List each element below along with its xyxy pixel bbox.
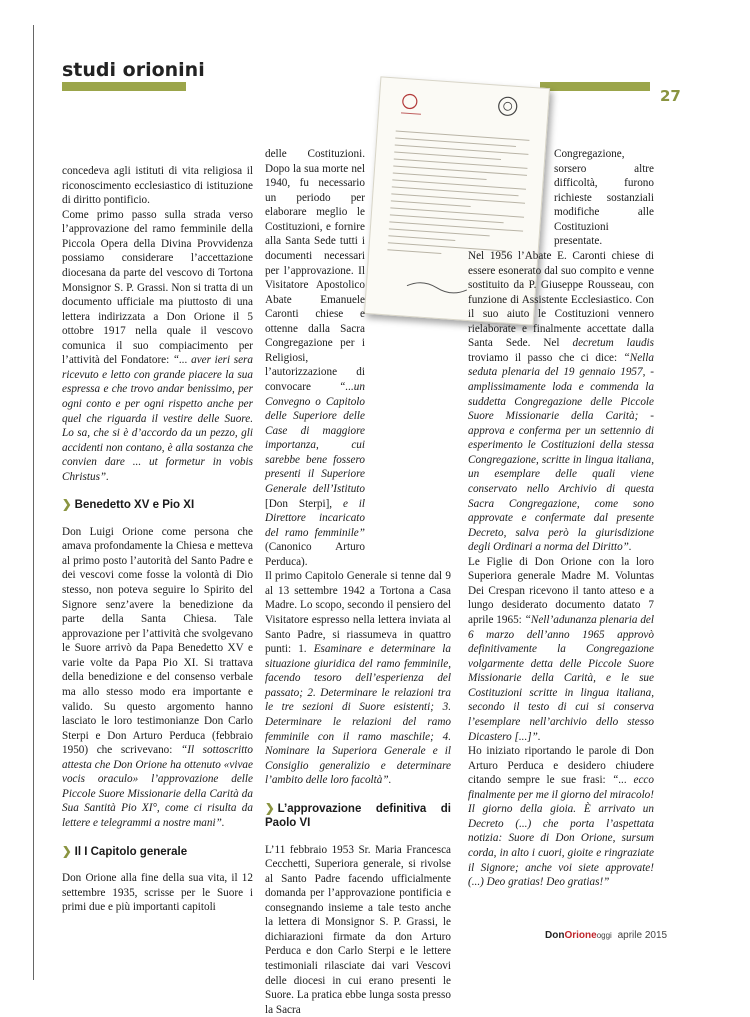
chevron-right-icon: ❯: [62, 846, 72, 858]
page-number: 27: [660, 87, 681, 105]
column-2: [265, 147, 451, 1017]
section-heading: ❯ Il I Capitolo generale: [62, 845, 253, 859]
chevron-right-icon: ❯: [62, 499, 72, 511]
accent-bar-right: [540, 82, 650, 91]
column-3: [468, 147, 654, 890]
paragraph: Come primo passo sulla strada verso l’approvazione del ramo femminile della Piccola Opera della Divina Provvidenza possiamo considerare l’accettazione diocesana da parte del vescovo di Tortona Monsignor S. P. Grassi. Non si tratta di un documento ufficiale ma piuttosto di una lettera indirizzata a Don Orione il 5 ottobre 1917 nella quale il vescovo comunica il suo compiacimento per l’attività del Fondatore: “... aver ieri sera ricevuto e letto con grande piacere la sua espressa e che trovo andar benissimo, per ogni conto e per ogni rispetto anche per quel che riguarda il vestire delle Suore. Lo sa, che si è d’accordo da un pezzo, gli accidenti non contano, è alla sostanza che convien dare ... ut formetur in vobis Christus”.: [62, 208, 253, 485]
margin-rule: [33, 25, 34, 980]
section-heading: ❯ L’approvazione definitiva di Paolo VI: [265, 802, 451, 831]
paragraph: concedeva agli istituti di vita religiosa il riconoscimento ecclesiastico di istituzione di diritto pontificio.: [62, 164, 253, 208]
paragraph: Don Luigi Orione come persona che amava profondamente la Chiesa e metteva al primo posto l’autorità del Santo Padre e dei vescovi come fosse la volontà di Dio stesso, non poteva seguire lo Spirito del Signore senz’avere la benedizione da parte della Santa Chiesa. Tale approvazione per l’attività che svolgevano le Suore arrivò da Papa Benedetto XV e varie volte da Papa Pio XI. Si trattava della benedizione e del consenso verbale ma allo stesso modo era importante e valido. Su questo argomento hanno lasciato le loro testimonianze Don Carlo Sterpi e Don Arturo Perduca (febbraio 1950) che scrivevano: “Il sottoscritto attesta che Don Orione ha ottenuto «vivae vocis oraculo» l’approvazione delle Piccole Suore Missionarie della Carità da Sua Santità Pio XI°, come ci risulta da lettere e telegrammi a nostre mani”.: [62, 525, 253, 831]
paragraph: Congregazione, sorsero altre difficoltà, furono richieste sostanziali modifiche alle Costituzioni presentate.: [468, 147, 654, 249]
paragraph: delle Costituzioni. Dopo la sua morte nel 1940, fu necessario un periodo per elaborare meglio le Costituzioni, e fornire alla Santa Sede tutti i documenti necessari per l’approvazione. Il Visitatore Apostolico Abate Emanuele Caronti chiese e ottenne dalla Sacra Congregazione per i Religiosi, l’autorizzazione di convocare “...un Convegno o Capitolo delle Superiore delle Case di maggiore importanza, cui sarebbe bene fossero presenti il Superiore Generale dell’Istituto [Don Sterpi], e il Direttore incaricato del ramo femminile” (Canonico Arturo Perduca).: [265, 147, 451, 569]
paragraph: Le Figlie di Don Orione con la loro Superiora generale Madre M. Voluntas Dei Crespan ricevono il tanto atteso e a lungo desiderato documento datato 7 aprile 1965: “Nell’adunanza plenaria del 6 marzo dell’anno 1965 approvò definitivamente la Congregazione volgarmente detta delle Piccole Suore Missionarie della Carità, e le sue Costituzioni scritte in lingua italiana, secondo il testo di cui si conserva l’esemplare nell’archivio dello stesso Dicastero [...]”.: [468, 555, 654, 744]
paragraph: L’11 febbraio 1953 Sr. Maria Francesca Cecchetti, Superiora generale, si rivolse al Santo Padre facendo ufficialmente domanda per l’approvazione pontificia e consegnando insieme a tale testo anche la lettera di Monsignor S. P. Grassi, le dichiarazioni firmate da don Arturo Perduca e don Carlo Sterpi e le lettere testimoniali rilasciate dai vari Vescovi delle diocesi in cui erano presenti le Suore. La pratica ebbe lunga sosta presso la Sacra: [265, 843, 451, 1017]
paragraph: Don Orione alla fine della sua vita, il 12 settembre 1935, scrisse per le Suore i primi due e più importanti capitoli: [62, 871, 253, 915]
accent-bar-left: [62, 82, 186, 91]
column-1: [62, 164, 253, 915]
section-title: studi orionini: [62, 59, 205, 81]
chevron-right-icon: ❯: [265, 803, 275, 815]
section-heading: ❯ Benedetto XV e Pio XI: [62, 498, 253, 512]
paragraph: Il primo Capitolo Generale si tenne dal 9 al 13 settembre 1942 a Tortona a Casa Madre. Lo scopo, secondo il pensiero del Visitatore espresso nella lettera inviata al Santo Padre, si riassumeva in quattro punti: 1. Esaminare e determinare la situazione giuridica del ramo femminile, facendo tesoro dell’esperienza del passato; 2. Determinare le relazioni tra le tre sezioni di Suore esistenti; 3. Determinare le relazioni del ramo femminile con il ramo maschile; 4. Nominare la Superiora Generale e il Consiglio generalizio e determinare l’ambito delle loro facoltà”.: [265, 569, 451, 787]
footer-brand: DonOrioneoggi aprile 2015: [545, 930, 667, 941]
paragraph: Nel 1956 l’Abate E. Caronti chiese di essere esonerato dal suo compito e venne sostituito da P. Giuseppe Rousseau, con funzione di Assistente Ecclesiastico. Con il suo aiuto le Costituzioni vennero rielaborate e finalmente accettate dalla Santa Sede. Nel decretum laudis troviamo il passo che ci dice: “Nella seduta plenaria del 19 gennaio 1957, - amplissimamente loda e commenda la suddetta Congregazione delle Piccole Suore Missionarie della Carità; - approva e conferma per un settennio di esperimento le Costituzioni della stessa Congregazione, scritte in lingua italiana, un esemplare delle quali viene conservato nello Archivio di questa Sacra Congregazione, come sono approvate e confermate dal presente Decreto, salva però la giurisdizione degli Ordinari a norma del Diritto”.: [468, 249, 654, 555]
paragraph: Ho iniziato riportando le parole di Don Arturo Perduca e desidero chiudere citando sempre le sue frasi: “... ecco finalmente per me il giorno del miracolo! Il giorno della gioia. È arrivato un Decreto (...) che porta l’aspettata notizia: Suore di Don Orione, sursum corda, in alto i cuori, gioite e ringraziate il Signore; anche voi siete approvate! (...) Deo gratias! Deo gratias!”: [468, 744, 654, 890]
